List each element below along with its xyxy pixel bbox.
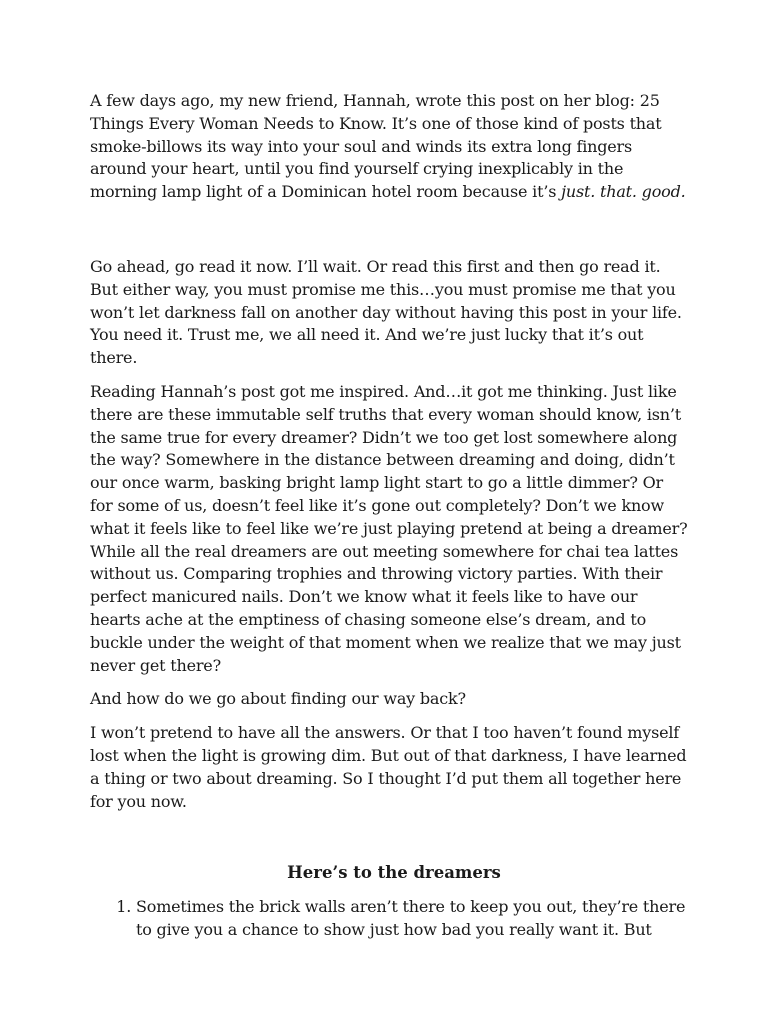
intro-paragraph [90, 90, 690, 204]
dreamers-list [90, 896, 690, 942]
intro-paragraph-text: A few days ago, my new friend, Hannah, wrote this post on her blog: 25 Things Every Woman Needs to Know. It’s one of those kind of posts that smoke-billows its way into your soul and winds its extra long fingers around your heart, until you find yourself crying inexplicably in the morning lamp light of a Dominican hotel room because it’s [90, 91, 662, 202]
section-heading: Here’s to the dreamers [287, 863, 501, 883]
paragraph-inspired: Reading Hannah’s post got me inspired. And…it got me thinking. Just like there are these immutable self truths that every woman should know, isn’t the same true for every dreamer? Didn’t we too get lost somewhere along the way? Somewhere in the distance between dreaming and doing, didn’t our once warm, basking bright lamp light start to go a little dimmer? Or for some of us, doesn’t feel like it’s gone out completely? Don’t we know what it feels like to feel like we’re just playing pretend at being a dreamer? While all the real dreamers are out meeting somewhere for chai tea lattes without us. Comparing trophies and throwing victory parties. With their perfect manicured nails. Don’t we know what it feels like to have our hearts ache at the emptiness of chasing someone else’s dream, and to buckle under the weight of that moment when we realize that we may just never get there? [90, 381, 688, 675]
paragraph-answers: I won’t pretend to have all the answers. Or that I too haven’t found myself lost when the light is growing dim. But out of that darkness, I have learned a thing or two about dreaming. So I thought I’d put them all together here for you now. [90, 723, 687, 811]
paragraph-question: And how do we go about finding our way back? [90, 689, 466, 709]
intro-paragraph-emphasis: just. that. good. [561, 182, 686, 202]
list-item: 1. Sometimes the brick walls aren’t there to keep you out, they’re there to give you a chance to show just how bad you really want it. But [136, 896, 690, 942]
paragraph-go-read: Go ahead, go read it now. I’ll wait. Or read this first and then go read it. But either way, you must promise me this…you must promise me that you won’t let darkness fall on another day without having this post in your life. You need it. Trust me, we all need it. And we’re just lucky that it’s out there. [90, 256, 682, 368]
document-body [90, 90, 690, 942]
